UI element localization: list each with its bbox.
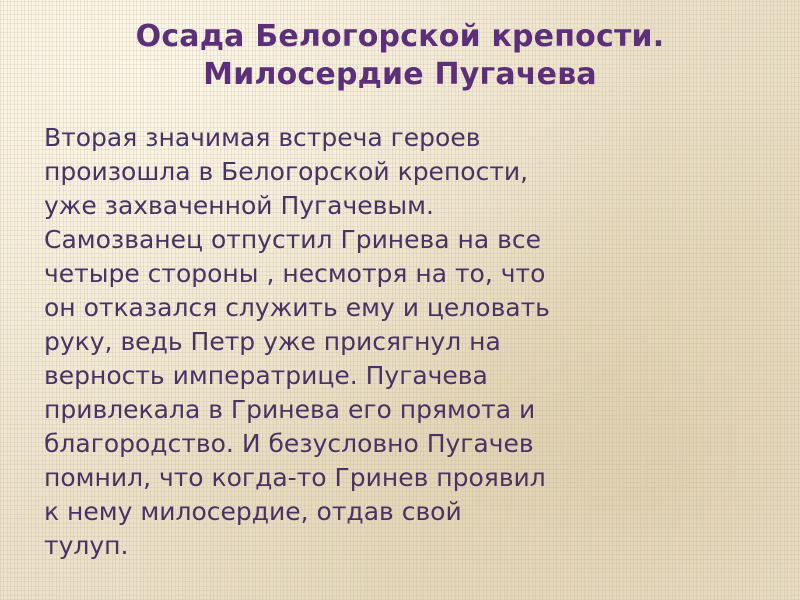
slide-title [0,0,800,95]
slide-title-line-1: Осада Белогорской крепости. [135,19,665,54]
slide-body-text: Вторая значимая встреча героев произошла в Белогорской крепости, уже захваченной Пугачевым. Самозванец отпустил Гринева на все четыре стороны , несмотря на то, что он отказался служить ему и целовать руку, ведь Петр уже присягнул на верность императрице. Пугачева привлекала в Гринева его прямота и благородство. И безусловно Пугачев помнил, что когда-то Гринев проявил к нему милосердие, отдав свой тулуп. [44,122,558,560]
slide-title-line-2: Милосердие Пугачева [203,57,597,93]
